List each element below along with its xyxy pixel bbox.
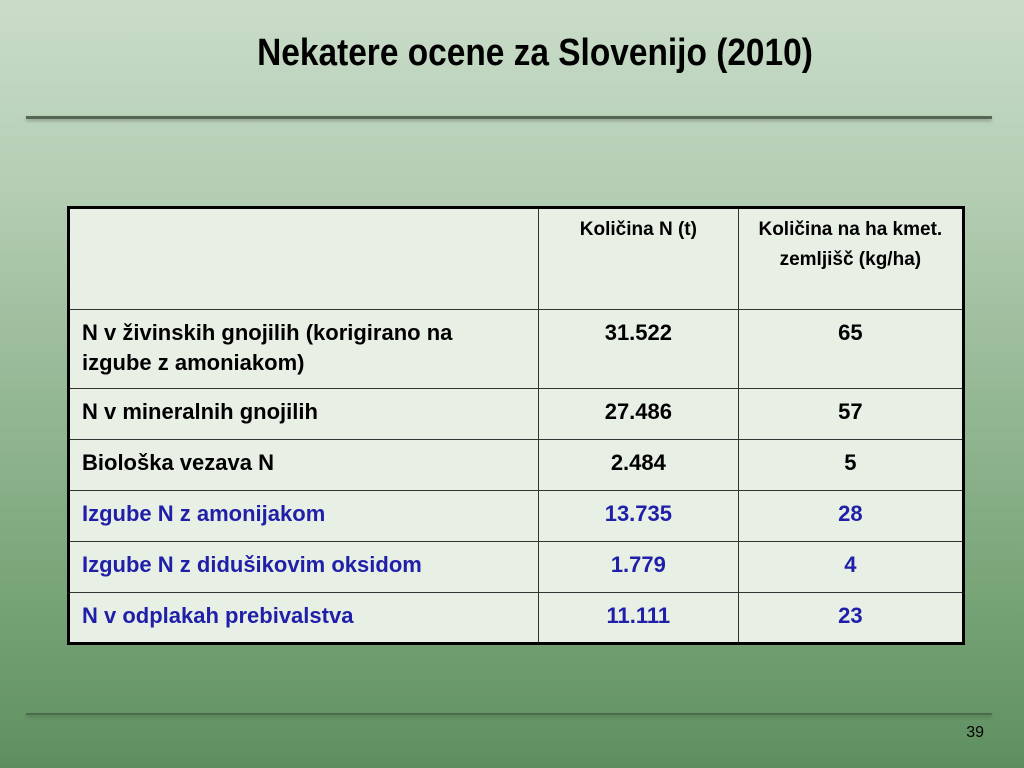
row-tonnes: 13.735 bbox=[539, 491, 739, 542]
row-tonnes: 27.486 bbox=[539, 389, 739, 440]
row-label: N v odplakah prebivalstva bbox=[69, 593, 539, 644]
footer-divider bbox=[26, 713, 992, 715]
title-divider bbox=[26, 116, 992, 119]
header-empty-cell bbox=[69, 208, 539, 310]
row-label: N v živinskih gnojilih (korigirano na izgube z amoniakom) bbox=[69, 310, 539, 389]
row-label: N v mineralnih gnojilih bbox=[69, 389, 539, 440]
table-row bbox=[69, 440, 964, 491]
header-quantity-t: Količina N (t) bbox=[539, 208, 739, 310]
row-tonnes: 2.484 bbox=[539, 440, 739, 491]
row-per-ha: 57 bbox=[738, 389, 963, 440]
row-tonnes: 11.111 bbox=[539, 593, 739, 644]
header-quantity-per-ha: Količina na ha kmet. zemljišč (kg/ha) bbox=[738, 208, 963, 310]
row-per-ha: 28 bbox=[738, 491, 963, 542]
row-tonnes: 31.522 bbox=[539, 310, 739, 389]
row-label: Izgube N z didušikovim oksidom bbox=[69, 542, 539, 593]
table-row bbox=[69, 389, 964, 440]
table-row-loss bbox=[69, 542, 964, 593]
row-per-ha: 23 bbox=[738, 593, 963, 644]
table-header-row bbox=[69, 208, 964, 310]
row-tonnes: 1.779 bbox=[539, 542, 739, 593]
row-per-ha: 5 bbox=[738, 440, 963, 491]
row-label: Izgube N z amonijakom bbox=[69, 491, 539, 542]
nitrogen-estimates-table bbox=[67, 206, 965, 645]
row-label: Biološka vezava N bbox=[69, 440, 539, 491]
table-row bbox=[69, 310, 964, 389]
page-number: 39 bbox=[966, 724, 984, 741]
table-row-loss bbox=[69, 593, 964, 644]
slide-title: Nekatere ocene za Slovenijo (2010) bbox=[257, 32, 813, 74]
table-row-loss bbox=[69, 491, 964, 542]
row-per-ha: 65 bbox=[738, 310, 963, 389]
row-per-ha: 4 bbox=[738, 542, 963, 593]
